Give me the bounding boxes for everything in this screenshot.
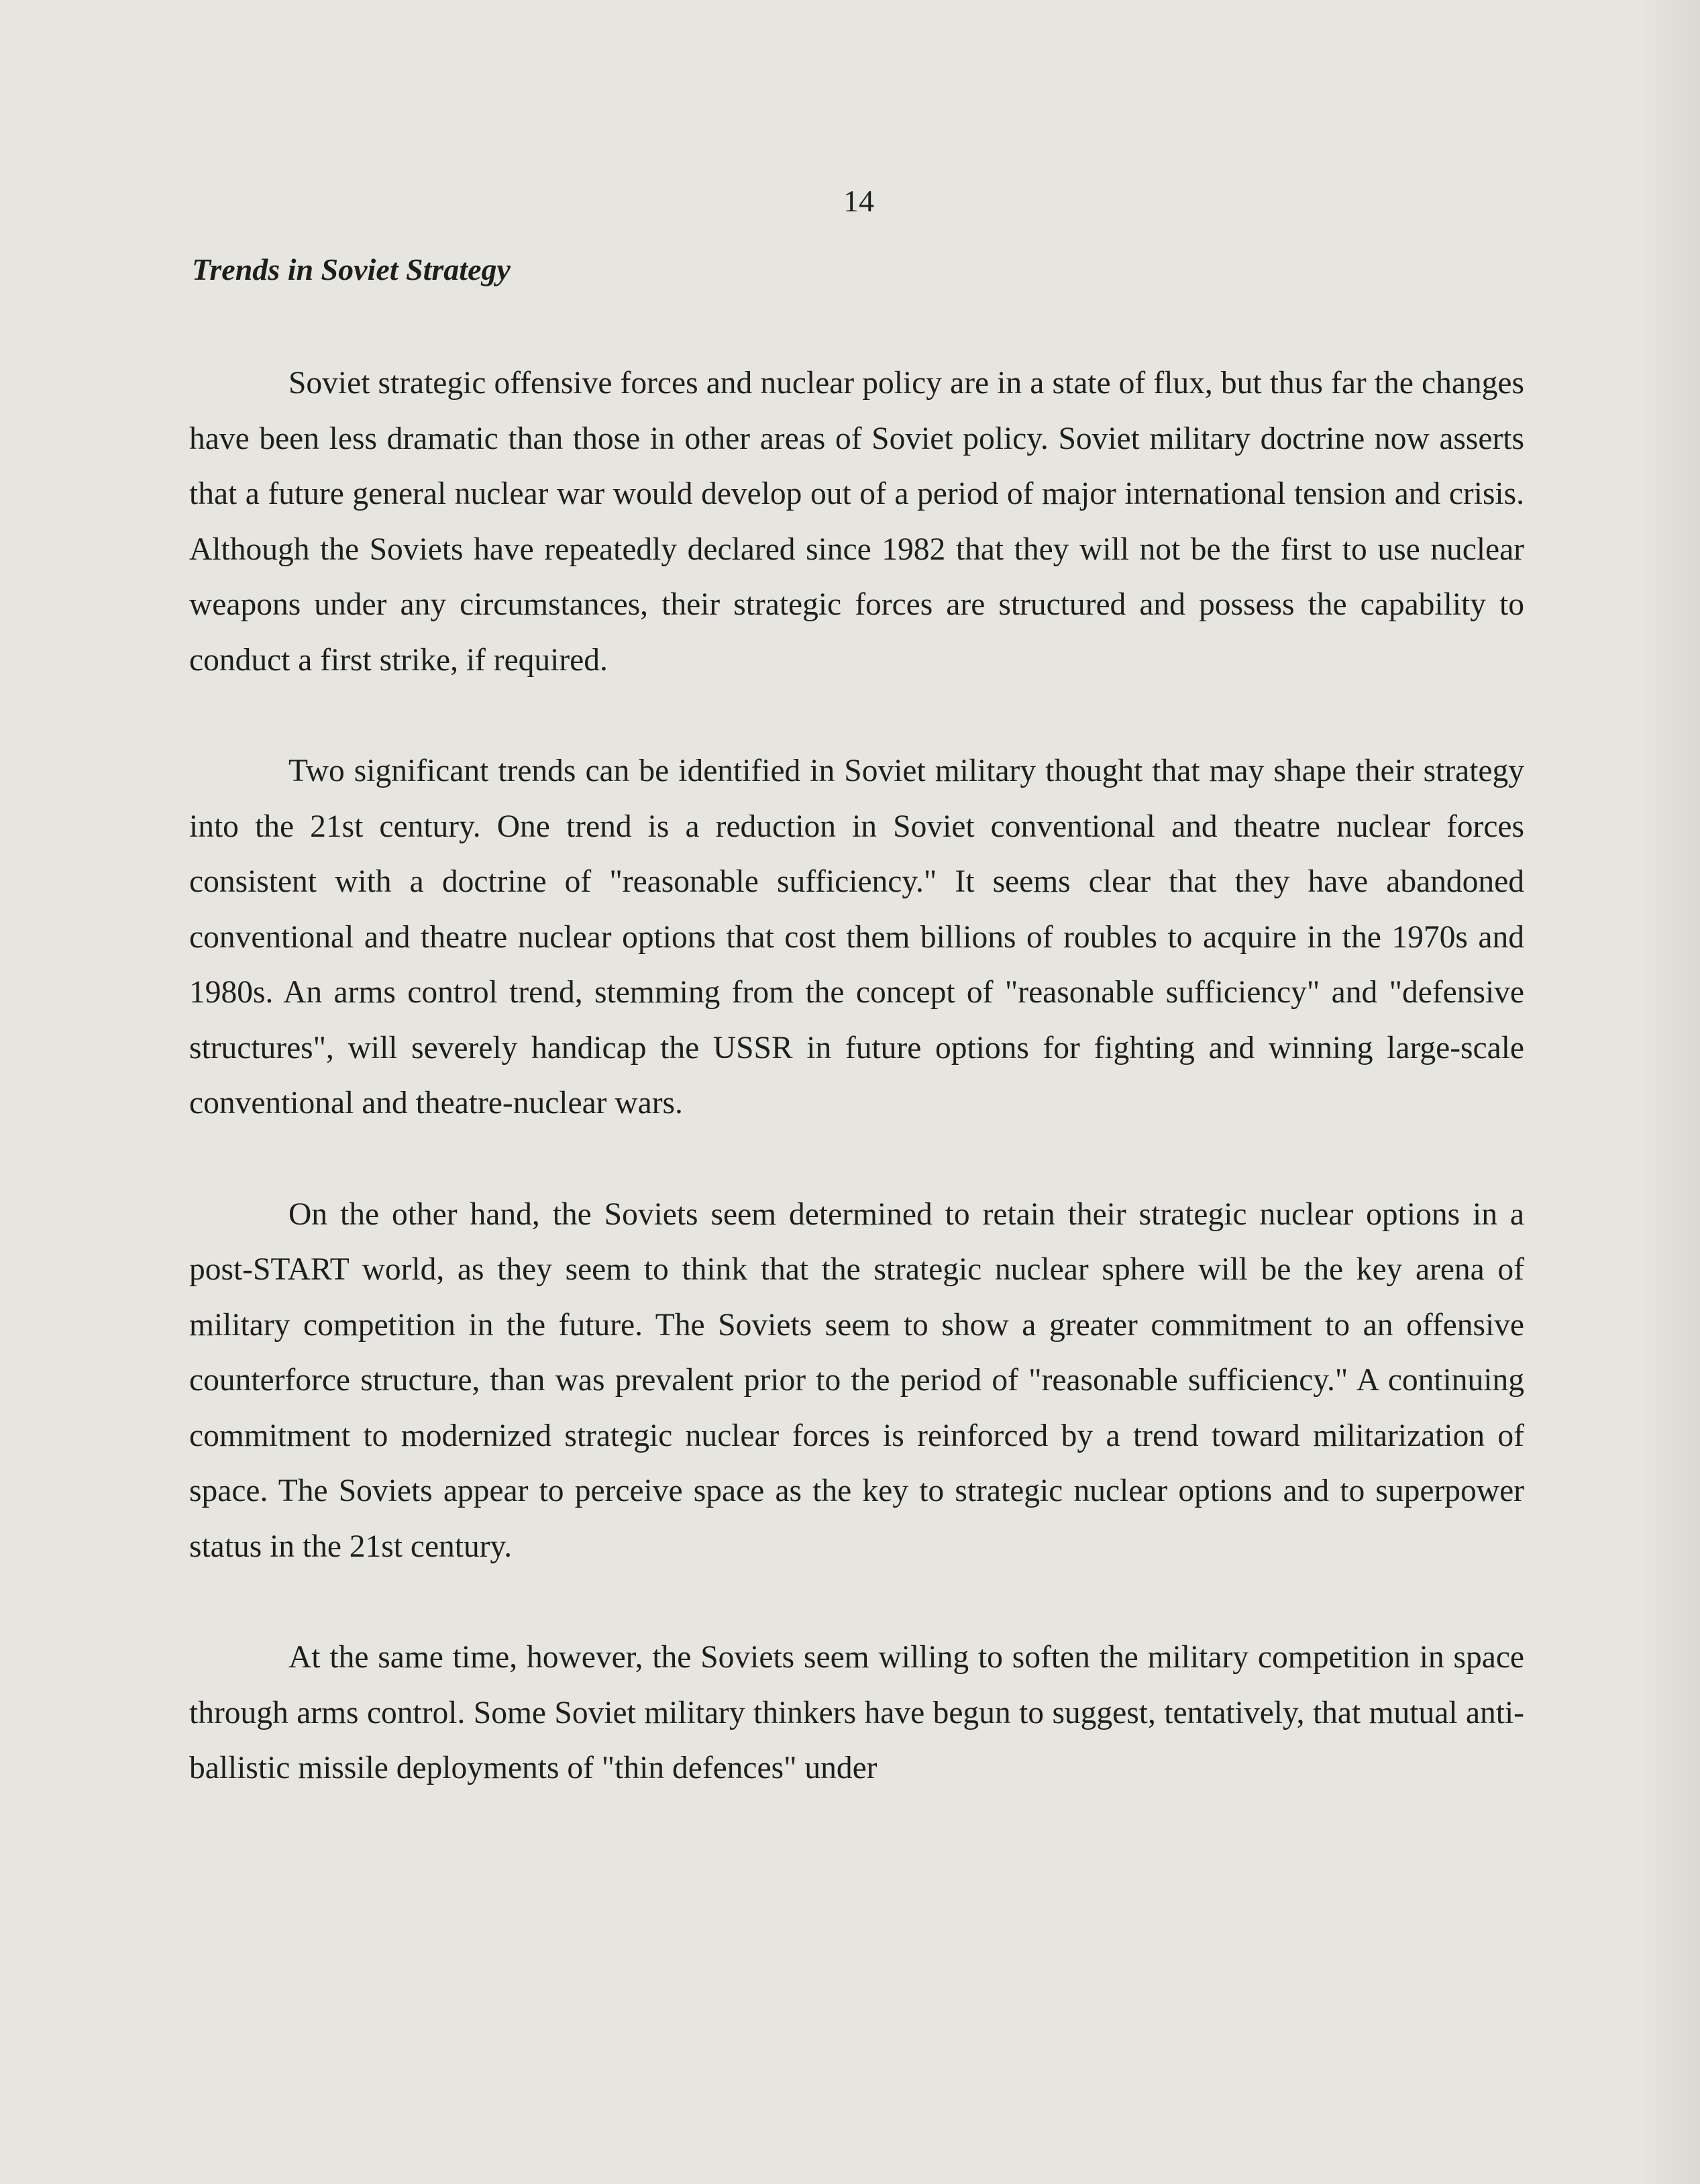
paragraph-4: At the same time, however, the Soviets seem willing to soften the military competition in space through arms control. Some Soviet military thinkers have begun to suggest, tentatively, that mutual anti-ballistic missile deployments of "thin defences" under xyxy=(189,1640,1524,1785)
page-number: 14 xyxy=(843,184,874,218)
paragraph-2: Two significant trends can be identified in Soviet military thought that may shape their strategy into the 21st century. One trend is a reduction in Soviet conventional and theatre nuclear forces consistent with a doctrine of "reasonable sufficiency." It seems clear that they have abandoned conventional and theatre nuclear options that cost them billions of roubles to acquire in the 1970s and 1980s. An arms control trend, stemming from the concept of "reasonable sufficiency" and "defensive structures", will severely handicap the USSR in future options for fighting and winning large-scale conventional and theatre-nuclear wars. xyxy=(189,753,1524,1121)
body-text xyxy=(189,356,1524,1852)
paragraph-1: Soviet strategic offensive forces and nuclear policy are in a state of flux, but thus far the changes have been less dramatic than those in other areas of Soviet policy. Soviet military doctrine now asserts that a future general nuclear war would develop out of a period of major international tension and crisis. Although the Soviets have repeatedly declared since 1982 that they will not be the first to use nuclear weapons under any circumstances, their strategic forces are structured and possess the capability to conduct a first strike, if required. xyxy=(189,366,1524,678)
page-edge-shadow xyxy=(1640,0,1700,2184)
paragraph-3: On the other hand, the Soviets seem determined to retain their strategic nuclear options in a post-START world, as they seem to think that the strategic nuclear sphere will be the key arena of military competition in the future. The Soviets seem to show a greater commitment to an offensive counterforce structure, than was prevalent prior to the period of "reasonable sufficiency." A continuing commitment to modernized strategic nuclear forces is reinforced by a trend toward militarization of space. The Soviets appear to perceive space as the key to strategic nuclear options and to superpower status in the 21st century. xyxy=(189,1196,1524,1564)
section-heading: Trends in Soviet Strategy xyxy=(192,252,511,287)
